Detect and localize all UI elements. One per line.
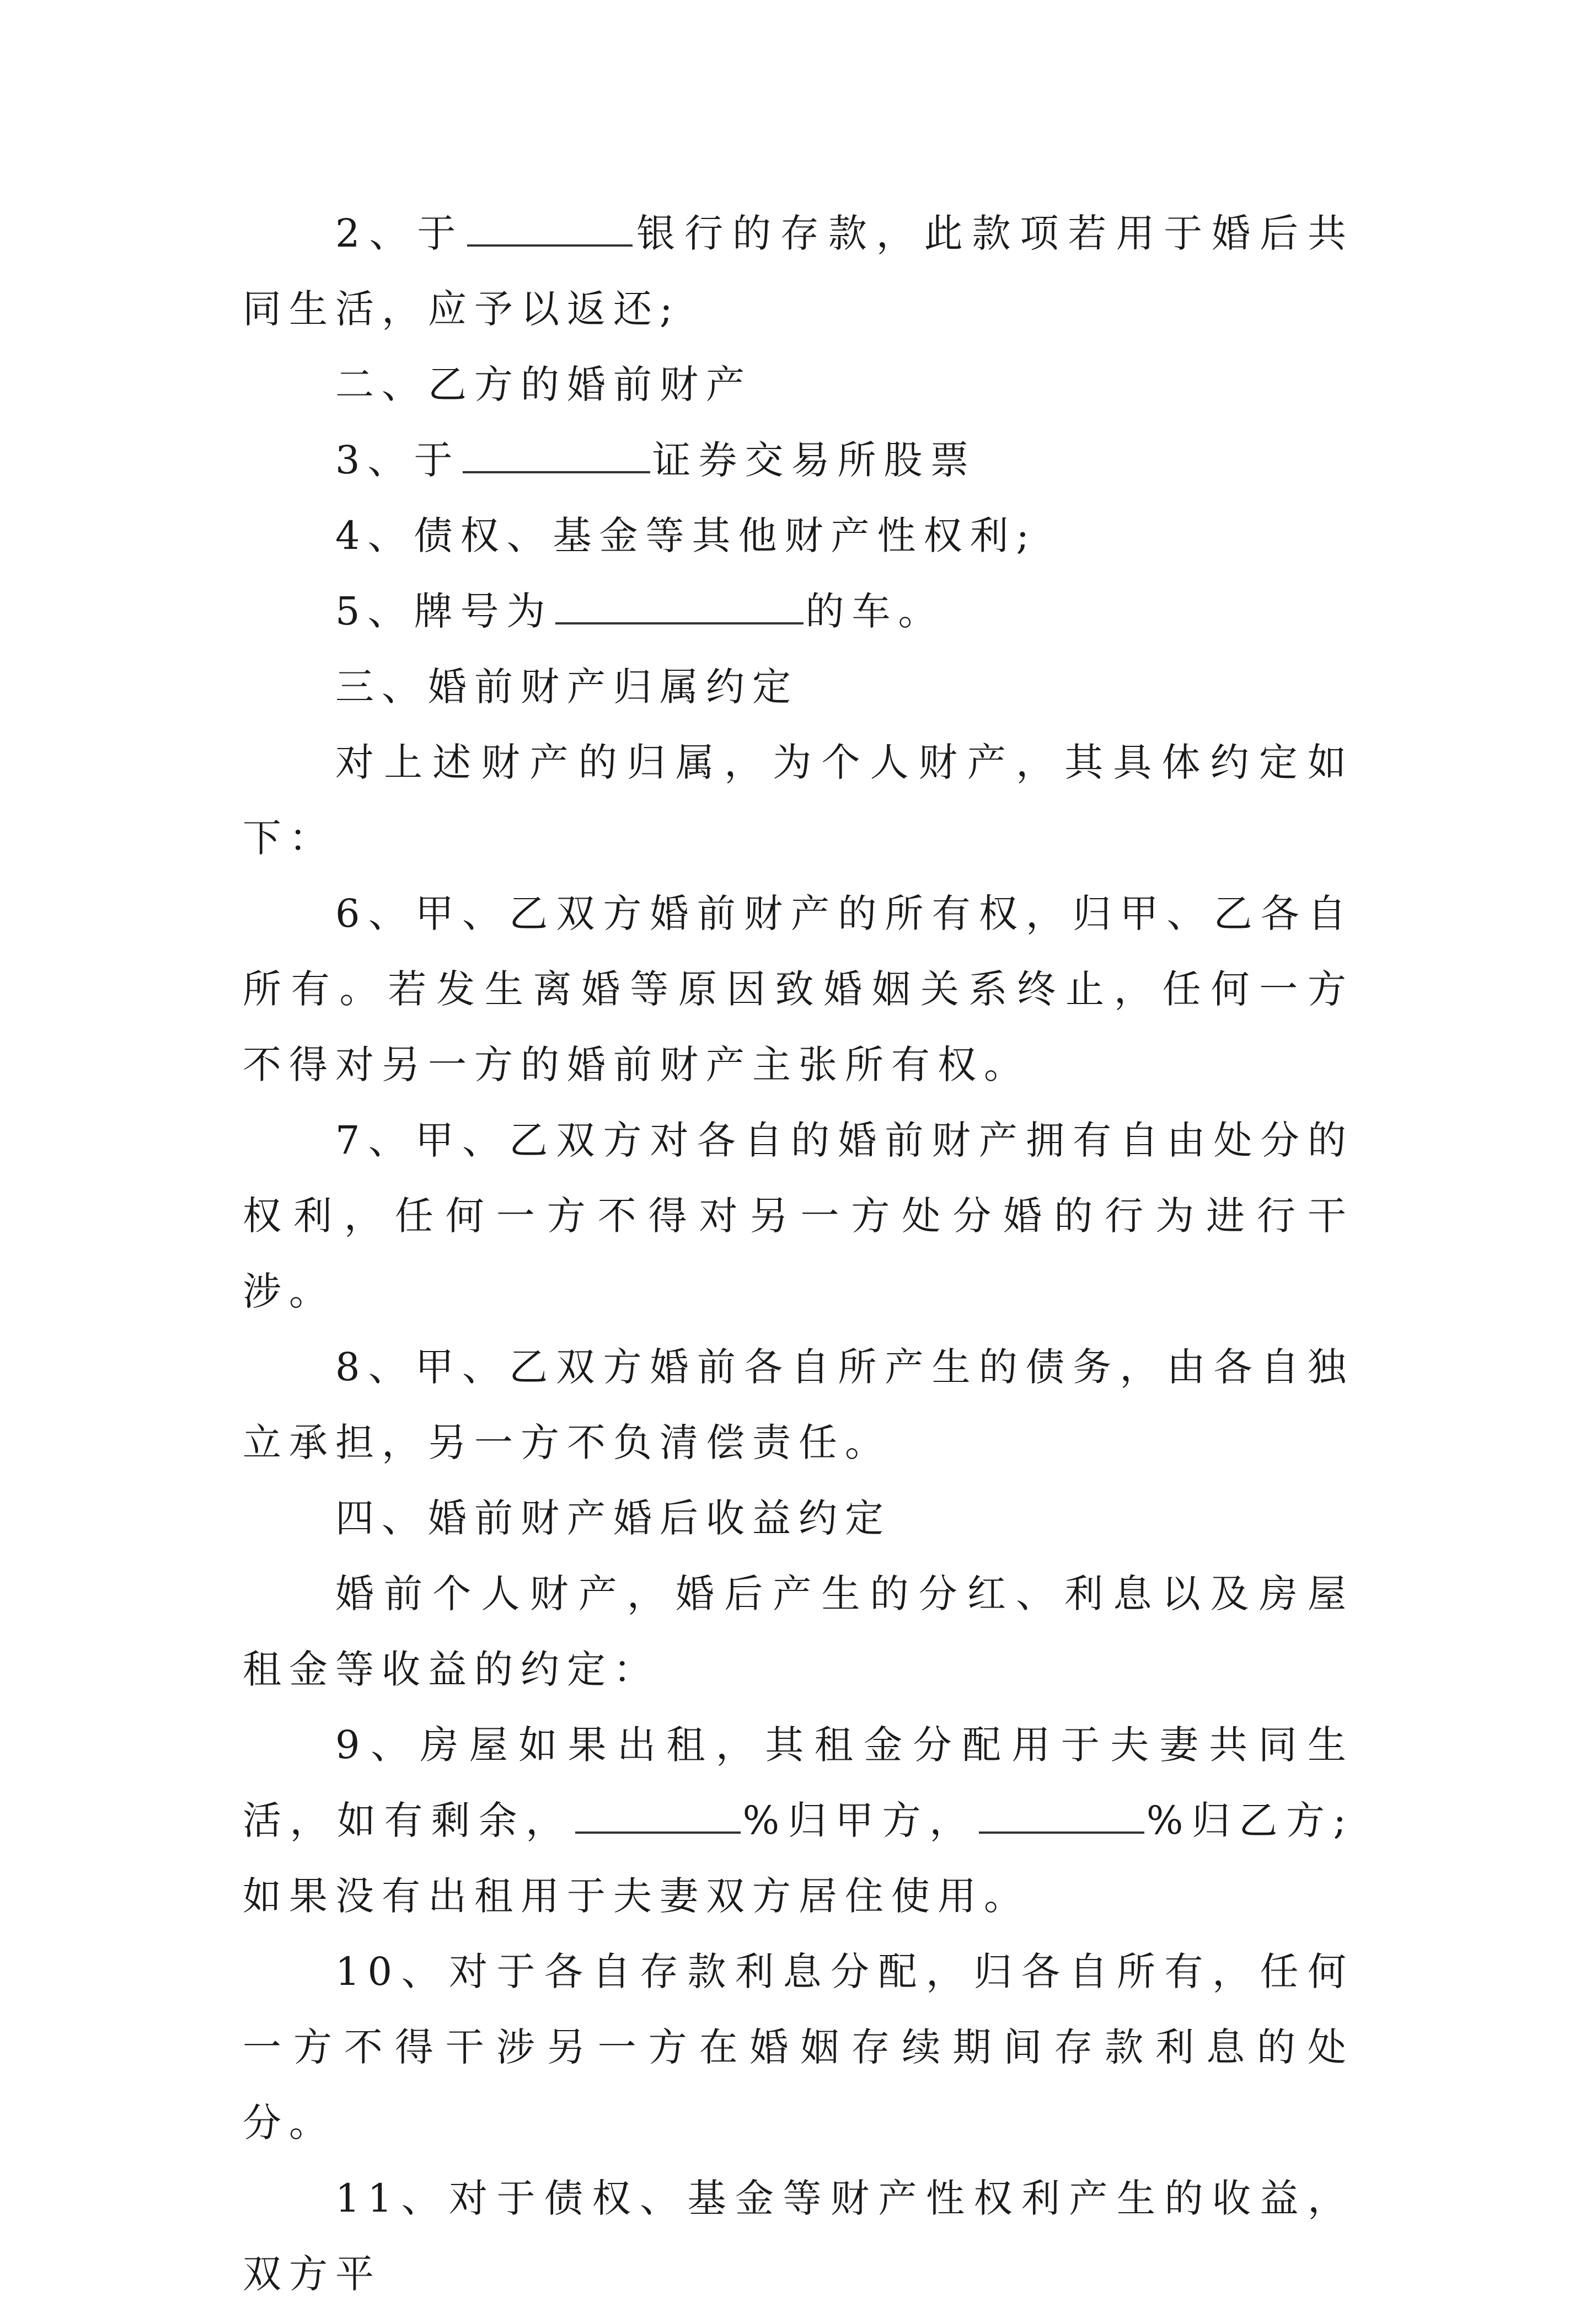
paragraph-text: 3、于 <box>335 437 460 483</box>
fill-in-blank <box>979 1800 1144 1834</box>
fill-in-blank <box>575 1800 741 1834</box>
paragraph-clause-7: 7、甲、乙双方对各自的婚前财产拥有自由处分的权利，任何一方不得对另一方处分婚的行为进行干涉。 <box>243 1118 1354 1314</box>
paragraph-clause-8: 8、甲、乙双方婚前各自所产生的债务，由各自独立承担，另一方不负清偿责任。 <box>243 1344 1354 1465</box>
paragraph-text: 5、牌号为 <box>335 589 553 634</box>
paragraph-ownership-intro: 对上述财产的归属，为个人财产，其具体约定如下： <box>243 740 1354 861</box>
section-heading-party-b-property: 二、乙方的婚前财产 <box>335 362 752 407</box>
section-heading-ownership: 三、婚前财产归属约定 <box>335 664 799 709</box>
paragraph-stocks <box>243 423 1354 498</box>
paragraph-other-rights: 4、债权、基金等其他财产性权利; <box>335 513 1037 558</box>
paragraph-clause-6: 6、甲、乙双方婚前财产的所有权，归甲、乙各自所有。若发生离婚等原因致婚姻关系终止，任何一方不得对另一方的婚前财产主张所有权。 <box>243 891 1354 1087</box>
paragraph-text: 证券交易所股票 <box>652 437 977 483</box>
paragraph-text: %归乙方;如果没有出租用于夫妻双方居住使用。 <box>243 1798 1354 1919</box>
section-heading-income: 四、婚前财产婚后收益约定 <box>335 1496 891 1541</box>
paragraph-text: 9、房屋如果出租，其租金分配用于夫妻共同生活，如有剩余， <box>243 1722 1354 1843</box>
paragraph-income-intro: 婚前个人财产，婚后产生的分红、利息以及房屋租金等收益的约定： <box>243 1571 1354 1692</box>
fill-in-blank <box>555 590 804 624</box>
document-body <box>243 196 1354 2312</box>
paragraph-text: 2、于 <box>335 211 465 256</box>
paragraph-vehicle <box>243 574 1354 649</box>
paragraph-clause-10: 10、对于各自存款利息分配，归各自所有，任何一方不得干涉另一方在婚姻存续期间存款利息的处分。 <box>243 1949 1354 2145</box>
paragraph-clause-11: 11、对于债权、基金等财产性权利产生的收益，双方平 <box>243 2176 1354 2297</box>
paragraph-text: 银行的存款，此款项若用于婚后共同生活，应予以返还; <box>243 211 1354 332</box>
paragraph-clause-9 <box>243 1707 1354 1934</box>
paragraph-text: %归甲方， <box>742 1798 977 1843</box>
paragraph-text: 的车。 <box>805 589 945 634</box>
fill-in-blank <box>467 212 633 247</box>
fill-in-blank <box>463 439 650 473</box>
paragraph-bank-deposit <box>243 196 1354 347</box>
